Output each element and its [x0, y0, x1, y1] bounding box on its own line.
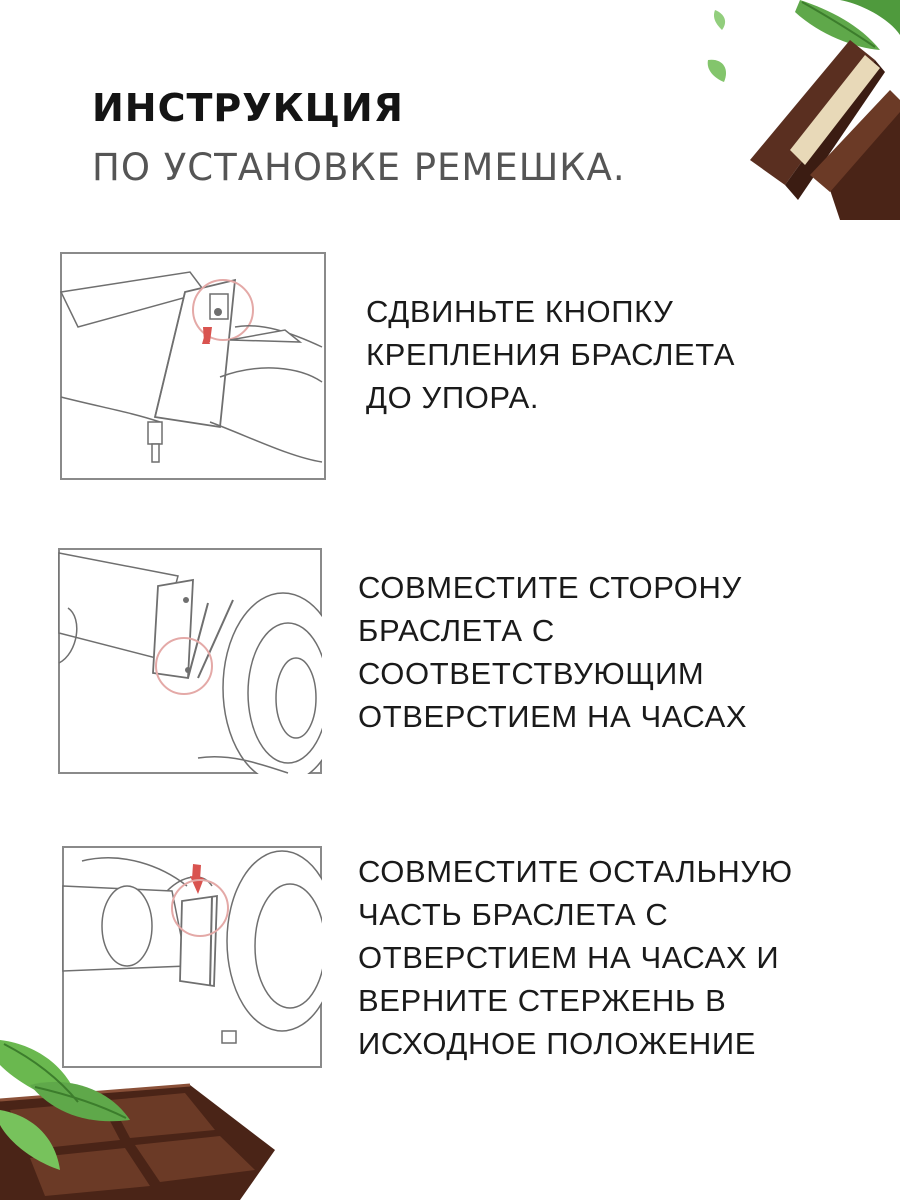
- step-3-line-4: ВЕРНИТЕ СТЕРЖЕНЬ В: [358, 983, 727, 1018]
- step-2-text: [358, 566, 747, 738]
- step-3-line-1: СОВМЕСТИТЕ ОСТАЛЬНУЮ: [358, 854, 793, 889]
- step-3-line-3: ОТВЕРСТИЕМ НА ЧАСАХ И: [358, 940, 780, 975]
- step-1-line-1: СДВИНЬТЕ КНОПКУ: [366, 294, 674, 329]
- step-1-line-2: КРЕПЛЕНИЯ БРАСЛЕТА: [366, 337, 736, 372]
- chocolate-mint-decoration-top: [690, 0, 900, 220]
- step-1-text: [366, 290, 735, 419]
- step-3-text: [358, 850, 793, 1065]
- page-subtitle: ПО УСТАНОВКЕ РЕМЕШКА.: [92, 146, 626, 189]
- step-2-line-2: БРАСЛЕТА С: [358, 613, 555, 648]
- step-2-line-3: СООТВЕТСТВУЮЩИМ: [358, 656, 705, 691]
- align-strap-illustration: [58, 548, 322, 774]
- insert-pin-illustration: [62, 846, 322, 1068]
- step-1-line-3: ДО УПОРА.: [366, 380, 540, 415]
- step-2-line-1: СОВМЕСТИТЕ СТОРОНУ: [358, 570, 742, 605]
- step-3-line-2: ЧАСТЬ БРАСЛЕТА С: [358, 897, 669, 932]
- page-title: ИНСТРУКЦИЯ: [92, 86, 404, 130]
- step-2-line-4: ОТВЕРСТИЕМ НА ЧАСАХ: [358, 699, 748, 734]
- slide-button-illustration: [60, 252, 326, 480]
- step-3-line-5: ИСХОДНОЕ ПОЛОЖЕНИЕ: [358, 1026, 757, 1061]
